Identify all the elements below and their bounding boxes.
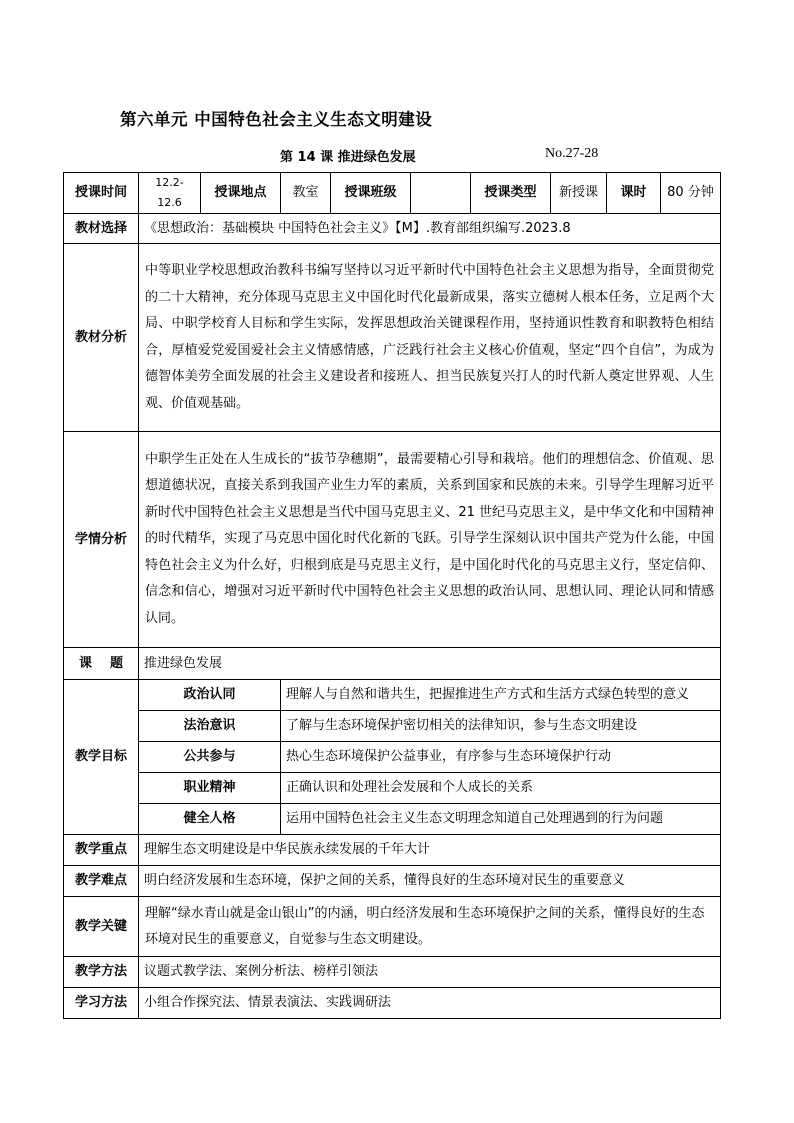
objective-name: 政治认同 bbox=[139, 680, 281, 711]
hours-value: 80 分钟 bbox=[661, 173, 721, 214]
time-label: 授课时间 bbox=[64, 173, 139, 214]
key-point-label: 教学重点 bbox=[64, 835, 139, 866]
lesson-number: No.27-28 bbox=[545, 146, 599, 161]
method-label: 教学方法 bbox=[64, 957, 139, 988]
objective-name: 职业精神 bbox=[139, 773, 281, 804]
topic-label: 课 题 bbox=[64, 648, 139, 680]
students-row bbox=[64, 432, 721, 648]
method-value: 议题式教学法、案例分析法、榜样引领法 bbox=[139, 957, 721, 988]
learning-label: 学习方法 bbox=[64, 988, 139, 1019]
topic-value: 推进绿色发展 bbox=[139, 648, 721, 680]
analysis-label: 教材分析 bbox=[64, 244, 139, 432]
difficulty-label: 教学难点 bbox=[64, 866, 139, 897]
time-value: 12.2-12.6 bbox=[139, 173, 201, 214]
lesson-header bbox=[0, 146, 794, 166]
objective-row bbox=[64, 804, 721, 835]
students-text: 中职学生正处在人生成长的“拔节孕穗期”，最需要精心引导和栽培。他们的理想信念、价值观、思想道德状况，直接关系到我国产业生力军的素质，关系到国家和民族的未来。引导学生理解习近平新时代中国特色社会主义思想是当代中国马克思主义、21 世纪马克思主义，是中华文化和中国精神的时代精华，实现了马克思中国化时代化新的飞跃。引导学生深刻认识中国共产党为什么能，中国特色社会主义为什么好，归根到底是马克思主义行，是中国化时代化的马克思主义行，坚定信仰、信念和信心，增强对习近平新时代中国特色社会主义思想的政治认同、思想认同、理论认同和情感认同。 bbox=[139, 432, 721, 648]
lesson-title: 第 14 课 推进绿色发展 bbox=[280, 150, 416, 165]
objective-text: 热心生态环境保护公益事业，有序参与生态环境保护行动 bbox=[281, 742, 721, 773]
learning-row bbox=[64, 988, 721, 1019]
type-value: 新授课 bbox=[551, 173, 607, 214]
place-label: 授课地点 bbox=[201, 173, 281, 214]
textbook-value: 《思想政治：基础模块 中国特色社会主义》【M】.教育部组织编写.2023.8 bbox=[139, 214, 721, 244]
hours-label: 课时 bbox=[607, 173, 661, 214]
key-point-value: 理解生态文明建设是中华民族永续发展的千年大计 bbox=[139, 835, 721, 866]
objective-row bbox=[64, 742, 721, 773]
objective-text: 正确认识和处理社会发展和个人成长的关系 bbox=[281, 773, 721, 804]
textbook-row bbox=[64, 214, 721, 244]
objective-text: 了解与生态环境保护密切相关的法律知识，参与生态文明建设 bbox=[281, 711, 721, 742]
analysis-text: 中等职业学校思想政治教科书编写坚持以习近平新时代中国特色社会主义思想为指导，全面贯彻党的二十大精神，充分体现马克思主义中国化时代化最新成果，落实立德树人根本任务，立足两个大局、中职学校育人目标和学生实际，发挥思想政治关键课程作用，坚持通识性教育和职教特色相结合，厚植爱党爱国爱社会主义情感情感，广泛践行社会主义核心价值观，坚定“四个自信”，为成为德智体美劳全面发展的社会主义建设者和接班人、担当民族复兴打人的时代新人奠定世界观、人生观、价值观基础。 bbox=[139, 244, 721, 432]
objective-text: 运用中国特色社会主义生态文明理念知道自己处理遇到的行为问题 bbox=[281, 804, 721, 835]
analysis-row bbox=[64, 244, 721, 432]
objective-name: 健全人格 bbox=[139, 804, 281, 835]
class-label: 授课班级 bbox=[331, 173, 411, 214]
key-link-label: 教学关键 bbox=[64, 897, 139, 957]
type-label: 授课类型 bbox=[471, 173, 551, 214]
method-row bbox=[64, 957, 721, 988]
objective-name: 法治意识 bbox=[139, 711, 281, 742]
key-link-value: 理解“绿水青山就是金山银山”的内涵，明白经济发展和生态环境保护之间的关系，懂得良好的生态环境对民生的重要意义，自觉参与生态文明建设。 bbox=[139, 897, 721, 957]
info-row bbox=[64, 173, 721, 214]
objective-text: 理解人与自然和谐共生，把握推进生产方式和生活方式绿色转型的意义 bbox=[281, 680, 721, 711]
objective-name: 公共参与 bbox=[139, 742, 281, 773]
objective-row bbox=[64, 773, 721, 804]
topic-row bbox=[64, 648, 721, 680]
learning-value: 小组合作探究法、情景表演法、实践调研法 bbox=[139, 988, 721, 1019]
lesson-plan-table bbox=[63, 172, 721, 1019]
difficulty-row bbox=[64, 866, 721, 897]
objectives-label: 教学目标 bbox=[64, 680, 139, 835]
objective-row bbox=[64, 711, 721, 742]
class-value bbox=[411, 173, 471, 214]
objective-row bbox=[64, 680, 721, 711]
textbook-label: 教材选择 bbox=[64, 214, 139, 244]
unit-title: 第六单元 中国特色社会主义生态文明建设 bbox=[120, 110, 433, 129]
key-point-row bbox=[64, 835, 721, 866]
difficulty-value: 明白经济发展和生态环境，保护之间的关系，懂得良好的生态环境对民生的重要意义 bbox=[139, 866, 721, 897]
key-link-row bbox=[64, 897, 721, 957]
place-value: 教室 bbox=[281, 173, 331, 214]
students-label: 学情分析 bbox=[64, 432, 139, 648]
